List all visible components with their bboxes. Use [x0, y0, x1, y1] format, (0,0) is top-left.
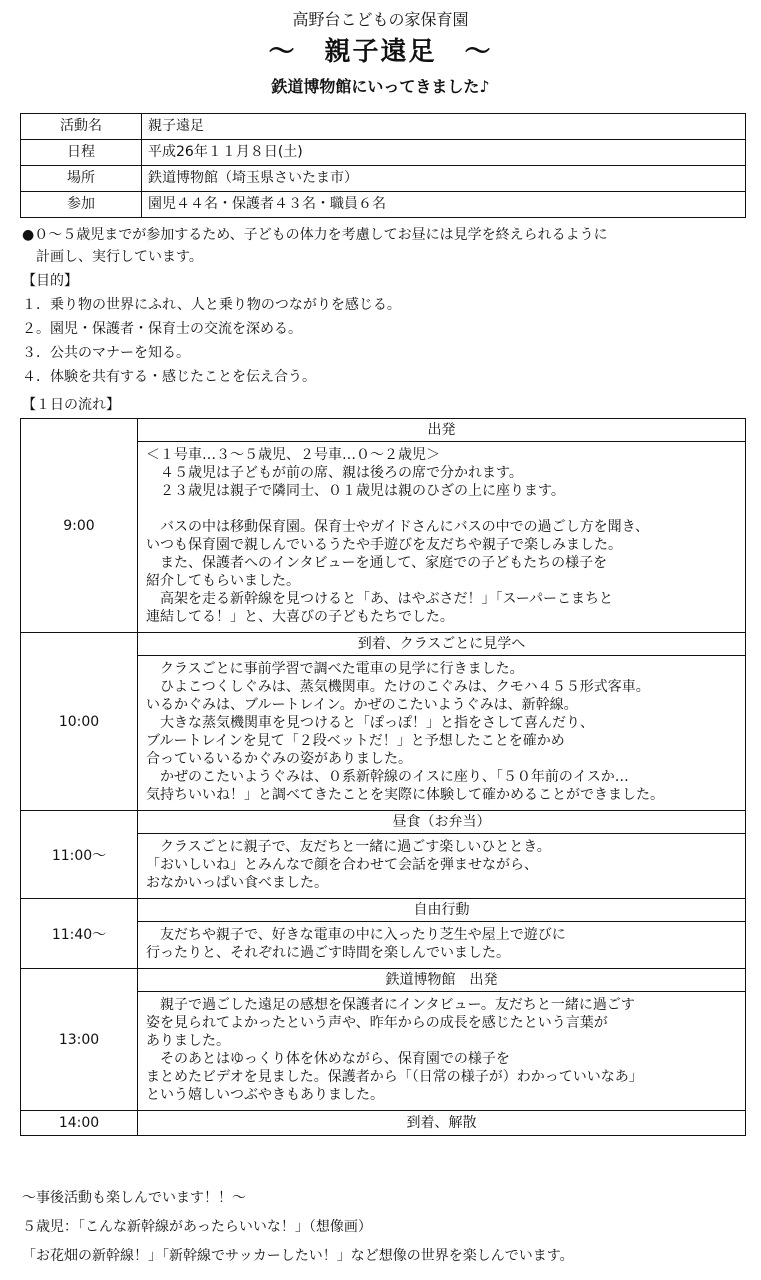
- body-line: そのあとはゆっくり体を休めながら、保育園での様子を: [146, 1051, 510, 1067]
- body-line: また、保護者へのインタビューを通して、家庭での子どもたちの様子を: [146, 555, 608, 571]
- intro-line: 計画し、実行しています。: [36, 249, 203, 265]
- schedule-row: [21, 899, 746, 922]
- purpose-section: [22, 270, 746, 388]
- schedule-heading: 鉄道博物館 出発: [138, 969, 746, 992]
- schedule-time: 13:00: [21, 969, 138, 1111]
- body-line: まとめたビデオを見ました。保護者から「（日常の様子が）わかっていいなあ」: [146, 1069, 643, 1085]
- body-line: 行ったりと、それぞれに過ごす時間を楽しんでいました。: [146, 945, 510, 961]
- footer-line: 「お花畑の新幹線！」「新幹線でサッカーしたい！」など想像の世界を楽しんでいます。: [22, 1248, 574, 1264]
- purpose-heading: 【目的】: [22, 273, 78, 289]
- schedule-heading: 到着、クラスごとに見学へ: [138, 633, 746, 656]
- body-spacer: [146, 500, 739, 518]
- info-table: [20, 113, 746, 218]
- schedule-body: [138, 922, 746, 969]
- body-line: 友だちや親子で、好きな電車の中に入ったり芝生や屋上で遊びに: [146, 927, 566, 943]
- info-label: 活動名: [21, 114, 142, 140]
- body-line: 親子で過ごした遠足の感想を保護者にインタビュー。友だちと一緒に過ごす: [146, 997, 635, 1013]
- schedule-body: [138, 992, 746, 1111]
- body-line: おなかいっぱい食べました。: [146, 875, 328, 891]
- body-line: ４５歳児は子どもが前の席、親は後ろの席で分かれます。: [146, 465, 523, 481]
- body-line: ２３歳児は親子で隣同士、０１歳児は親のひざの上に座ります。: [146, 483, 565, 499]
- info-value: 園児４４名・保護者４３名・職員６名: [142, 192, 746, 218]
- schedule-time: 11:40～: [21, 899, 138, 969]
- body-line: かぜのこたいようぐみは、０系新幹線のイスに座り、「５０年前のイスか…: [146, 769, 629, 785]
- body-line: 高架を走る新幹線を見つけると「あ、はやぶさだ！」「スーパーこまちと: [146, 591, 614, 607]
- body-line: 大きな蒸気機関車を見つけると「ぽっぽ！」と指をさして喜んだり、: [146, 715, 594, 731]
- organization-name: 高野台こどもの家保育園: [292, 10, 469, 29]
- body-line: ブルートレインを見て「２段ベットだ！」と予想したことを確かめ: [146, 733, 565, 749]
- footer-line: ５歳児：「こんな新幹線があったらいいな！」（想像画）: [22, 1219, 372, 1235]
- schedule-time: 9:00: [21, 419, 138, 633]
- schedule-heading: 自由行動: [138, 899, 746, 922]
- body-line: 連結してる！」と、大喜びの子どもたちでした。: [146, 609, 454, 625]
- schedule-table: [20, 418, 746, 1136]
- info-label: 場所: [21, 166, 142, 192]
- schedule-body: [138, 834, 746, 899]
- schedule-heading: 出発: [138, 419, 746, 442]
- body-line: いるかぐみは、ブルートレイン。かぜのこたいようぐみは、新幹線。: [146, 697, 578, 713]
- schedule-heading: 到着、解散: [138, 1111, 746, 1136]
- purpose-item: ２。園児・保護者・保育士の交流を深める。: [22, 321, 302, 337]
- purpose-item: ３．公共のマナーを知る。: [22, 345, 190, 361]
- schedule-row: [21, 633, 746, 656]
- schedule-row: [21, 1111, 746, 1136]
- purpose-item: ４．体験を共有する・感じたことを伝え合う。: [22, 369, 316, 385]
- body-line: クラスごとに事前学習で調べた電車の見学に行きました。: [146, 661, 524, 677]
- schedule-row: [21, 811, 746, 834]
- info-label: 日程: [21, 140, 142, 166]
- info-row-activity: [21, 114, 746, 140]
- info-value: 平成26年１１月８日(土): [142, 140, 746, 166]
- info-row-place: [21, 166, 746, 192]
- schedule-body: [138, 656, 746, 811]
- flow-heading: 【１日の流れ】: [22, 397, 120, 413]
- body-line: ひよこつくしぐみは、蒸気機関車。たけのこぐみは、クモハ４５５形式客車。: [146, 679, 650, 695]
- body-line: ありました。: [146, 1033, 230, 1049]
- info-label: 参加: [21, 192, 142, 218]
- body-line: バスの中は移動保育園。保育士やガイドさんにバスの中での過ごし方を聞き、: [146, 519, 650, 535]
- page-subtitle: 鉄道博物館にいってきました♪: [271, 77, 490, 96]
- body-line: ＜１号車…３～５歳児、２号車…０～２歳児＞: [146, 447, 440, 463]
- schedule-time: 11:00～: [21, 811, 138, 899]
- body-line: 気持ちいいね！」と調べてきたことを実際に体験して確かめることができました。: [146, 787, 664, 803]
- body-line: 姿を見られてよかったという声や、昨年からの成長を感じたという言葉が: [146, 1015, 608, 1031]
- schedule-row: [21, 419, 746, 442]
- purpose-item: １．乗り物の世界にふれ、人と乗り物のつながりを感じる。: [22, 297, 401, 313]
- footer-line: ～事後活動も楽しんでいます！！～: [22, 1190, 246, 1206]
- info-value: 親子遠足: [142, 114, 746, 140]
- page-title: ～ 親子遠足 ～: [268, 37, 493, 67]
- body-line: 紹介してもらいました。: [146, 573, 300, 589]
- body-line: という嬉しいつぶやきもありました。: [146, 1087, 384, 1103]
- body-line: 「おいしいね」とみんなで顔を合わせて会話を弾ませながら、: [146, 857, 538, 873]
- body-line: いつも保育園で親しんでいるうたや手遊びを友だちや親子で楽しみました。: [146, 537, 622, 553]
- schedule-heading: 昼食（お弁当）: [138, 811, 746, 834]
- intro-note: [22, 224, 746, 268]
- info-value: 鉄道博物館（埼玉県さいたま市）: [142, 166, 746, 192]
- schedule-time: 14:00: [21, 1111, 138, 1136]
- info-row-participants: [21, 192, 746, 218]
- body-line: 合っているいるかぐみの姿がありました。: [146, 751, 412, 767]
- schedule-body: [138, 442, 746, 633]
- body-line: クラスごとに親子で、友だちと一緒に過ごす楽しいひととき。: [146, 839, 551, 855]
- schedule-row: [21, 969, 746, 992]
- intro-line: ●０～５歳児までが参加するため、子どもの体力を考慮してお昼には見学を終えられるように: [22, 227, 608, 243]
- info-row-date: [21, 140, 746, 166]
- schedule-time: 10:00: [21, 633, 138, 811]
